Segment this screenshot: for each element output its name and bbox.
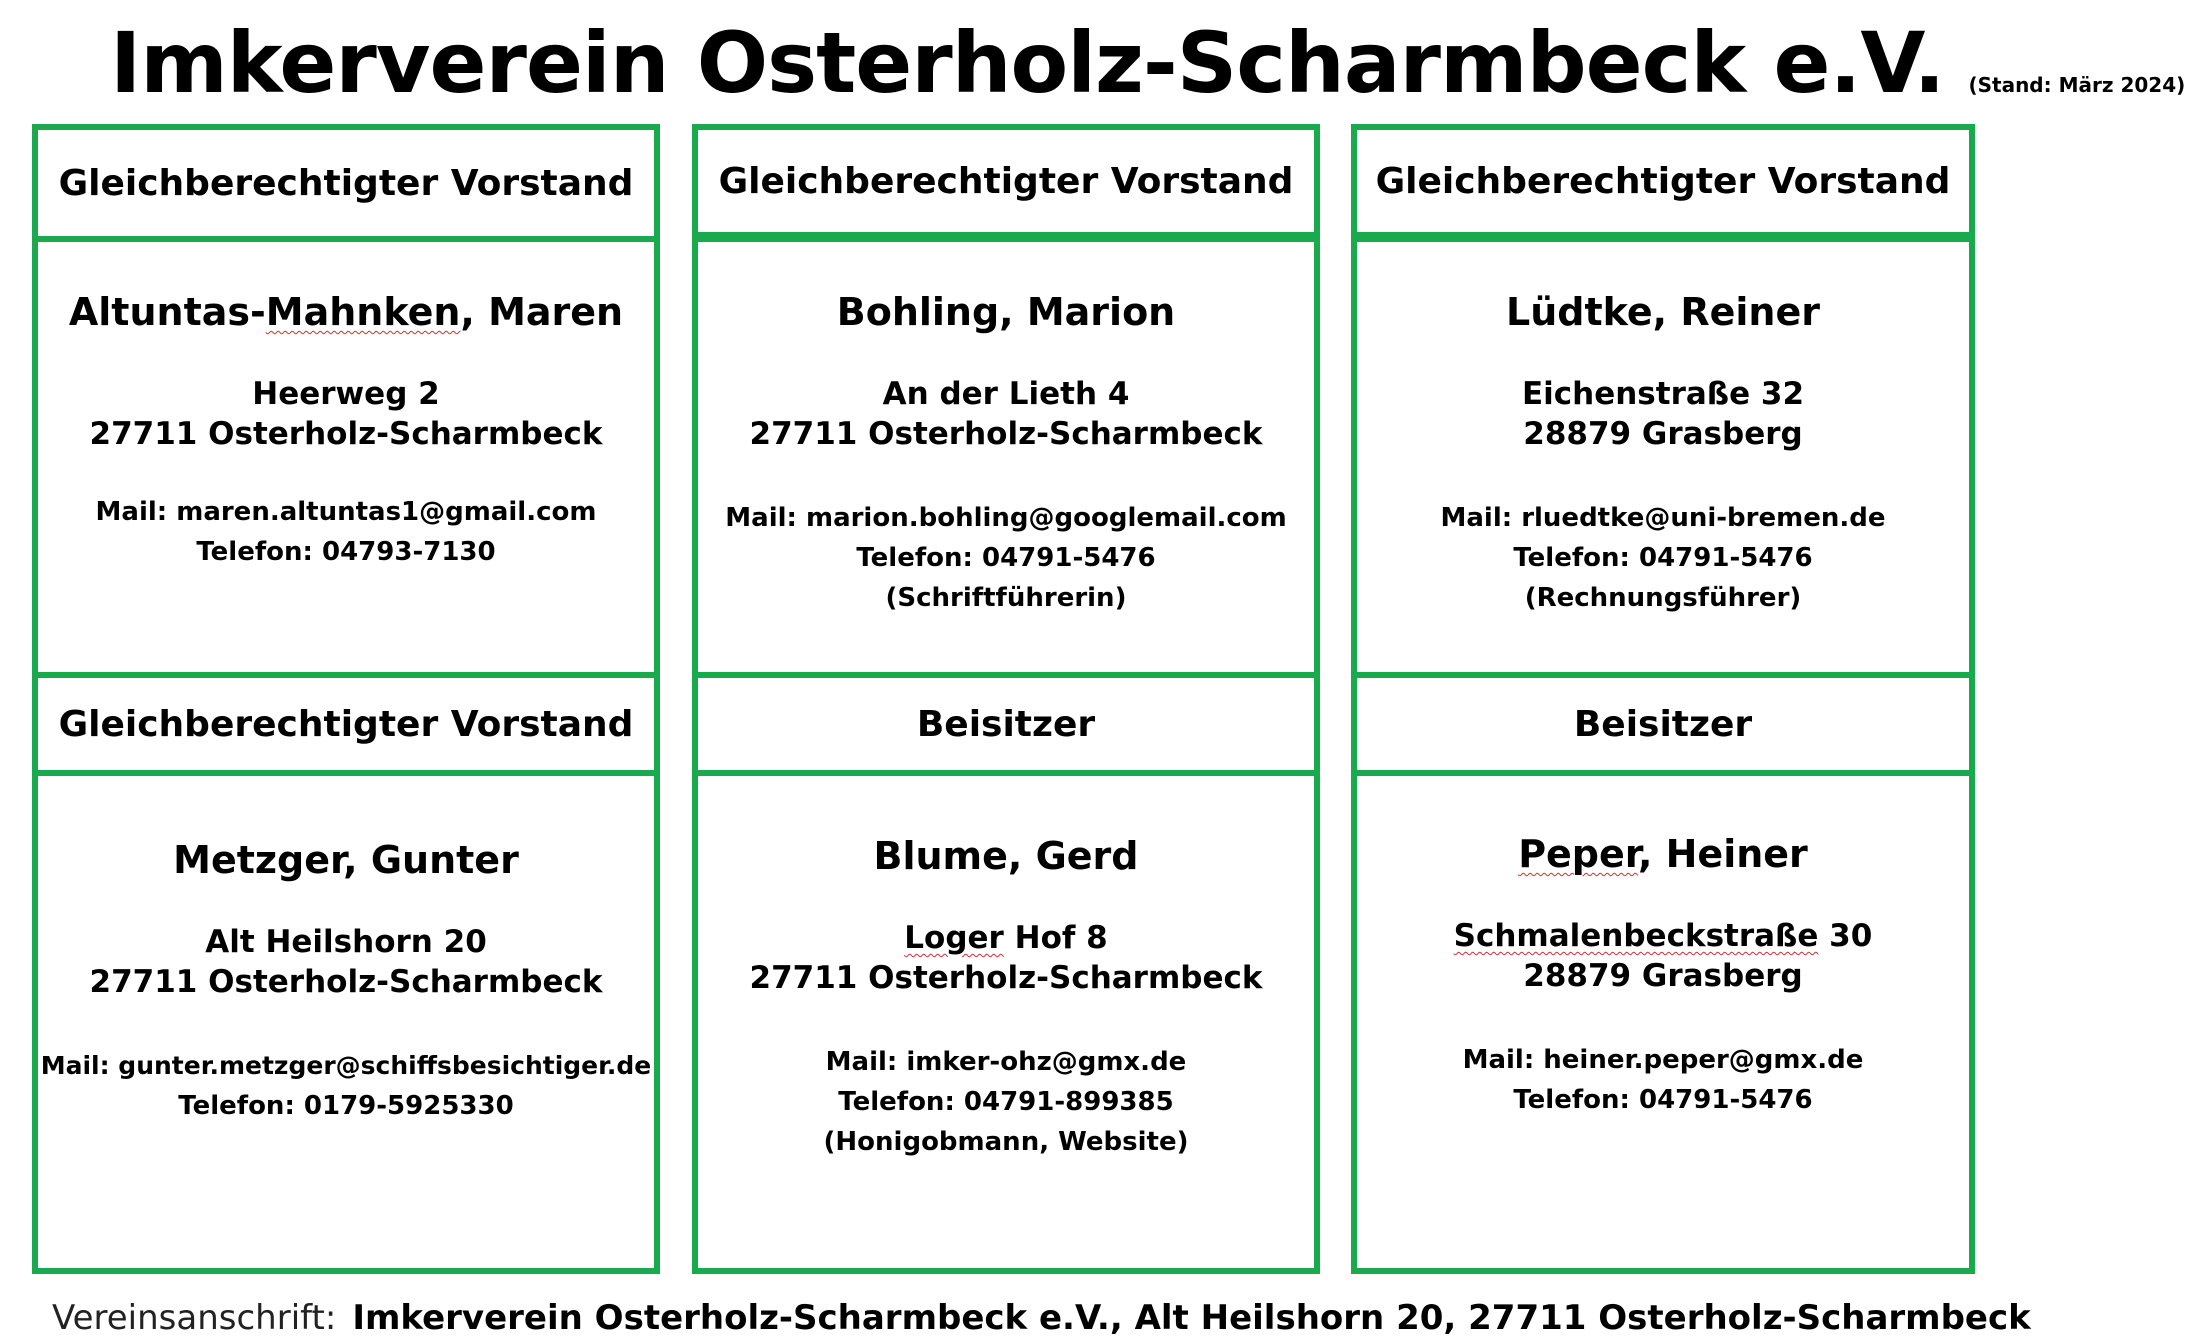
member-street: An der Lieth 4	[882, 376, 1130, 412]
member-city: 27711 Osterholz-Scharmbeck	[749, 416, 1263, 452]
club-name: Imkerverein Osterholz-Scharmbeck e.V.	[110, 14, 1945, 112]
member-name: Blume, Gerd	[873, 834, 1139, 878]
board-member-card-5	[692, 770, 1320, 1274]
member-city: 28879 Grasberg	[1523, 958, 1803, 994]
member-name: Metzger, Gunter	[173, 838, 519, 882]
member-street: Alt Heilshorn 20	[205, 924, 487, 960]
board-member-card-1	[32, 236, 660, 678]
board-header-1-label: Gleichberechtigter Vorstand	[58, 162, 634, 204]
member-phone: Telefon: 0179-5925330	[178, 1091, 514, 1121]
member-phone: Telefon: 04791-5476	[856, 543, 1156, 573]
member-mail: Mail: imker-ohz@gmx.de	[825, 1047, 1187, 1077]
member-role: (Rechnungsführer)	[1524, 583, 1802, 613]
member-name: Peper, Heiner	[1518, 832, 1808, 876]
member-street: Eichenstraße 32	[1521, 376, 1805, 412]
board-header-6-label: Beisitzer	[1573, 703, 1753, 745]
page-title	[110, 14, 2185, 112]
member-role: (Honigobmann, Website)	[823, 1127, 1189, 1157]
member-mail: Mail: heiner.peper@gmx.de	[1462, 1045, 1864, 1075]
member-city: 27711 Osterholz-Scharmbeck	[89, 416, 603, 452]
member-phone: Telefon: 04791-5476	[1513, 1085, 1813, 1115]
member-phone: Telefon: 04793-7130	[196, 537, 496, 567]
member-street: Loger Hof 8	[904, 920, 1108, 956]
board-header-6	[1351, 672, 1975, 776]
footer-label: Vereinsanschrift:	[52, 1298, 337, 1338]
board-member-card-4	[32, 770, 660, 1274]
board-header-5	[692, 672, 1320, 776]
board-header-4-label: Gleichberechtigter Vorstand	[58, 703, 634, 745]
footer-address: Imkerverein Osterholz-Scharmbeck e.V., Alt Heilshorn 20, 27711 Osterholz-Scharmbeck	[352, 1298, 2031, 1338]
board-header-1	[32, 124, 660, 242]
member-name: Bohling, Marion	[836, 290, 1176, 334]
member-phone: Telefon: 04791-899385	[838, 1087, 1174, 1117]
board-header-5-label: Beisitzer	[916, 703, 1096, 745]
member-city: 28879 Grasberg	[1523, 416, 1803, 452]
member-name: Lüdtke, Reiner	[1506, 290, 1820, 334]
member-street: Heerweg 2	[252, 376, 440, 412]
club-address-footer	[52, 1298, 2031, 1338]
member-role: (Schriftführerin)	[885, 583, 1127, 613]
board-member-card-2	[692, 236, 1320, 678]
member-mail: Mail: gunter.metzger@schiffsbesichtiger.de	[40, 1051, 652, 1080]
board-member-card-3	[1351, 236, 1975, 678]
member-mail: Mail: marion.bohling@googlemail.com	[725, 503, 1287, 533]
member-mail: Mail: maren.altuntas1@gmail.com	[95, 497, 597, 527]
board-header-2-label: Gleichberechtigter Vorstand	[718, 160, 1294, 202]
member-street: Schmalenbeckstraße 30	[1453, 918, 1873, 954]
member-name: Altuntas-Mahnken, Maren	[68, 290, 624, 334]
board-header-3-label: Gleichberechtigter Vorstand	[1375, 160, 1951, 202]
board-member-card-6	[1351, 770, 1975, 1274]
member-city: 27711 Osterholz-Scharmbeck	[749, 960, 1263, 996]
board-header-4	[32, 672, 660, 776]
member-mail: Mail: rluedtke@uni-bremen.de	[1440, 503, 1886, 533]
member-phone: Telefon: 04791-5476	[1513, 543, 1813, 573]
board-header-2	[692, 124, 1320, 238]
stand-date: (Stand: März 2024)	[1968, 73, 2185, 97]
member-city: 27711 Osterholz-Scharmbeck	[89, 964, 603, 1000]
board-header-3	[1351, 124, 1975, 238]
